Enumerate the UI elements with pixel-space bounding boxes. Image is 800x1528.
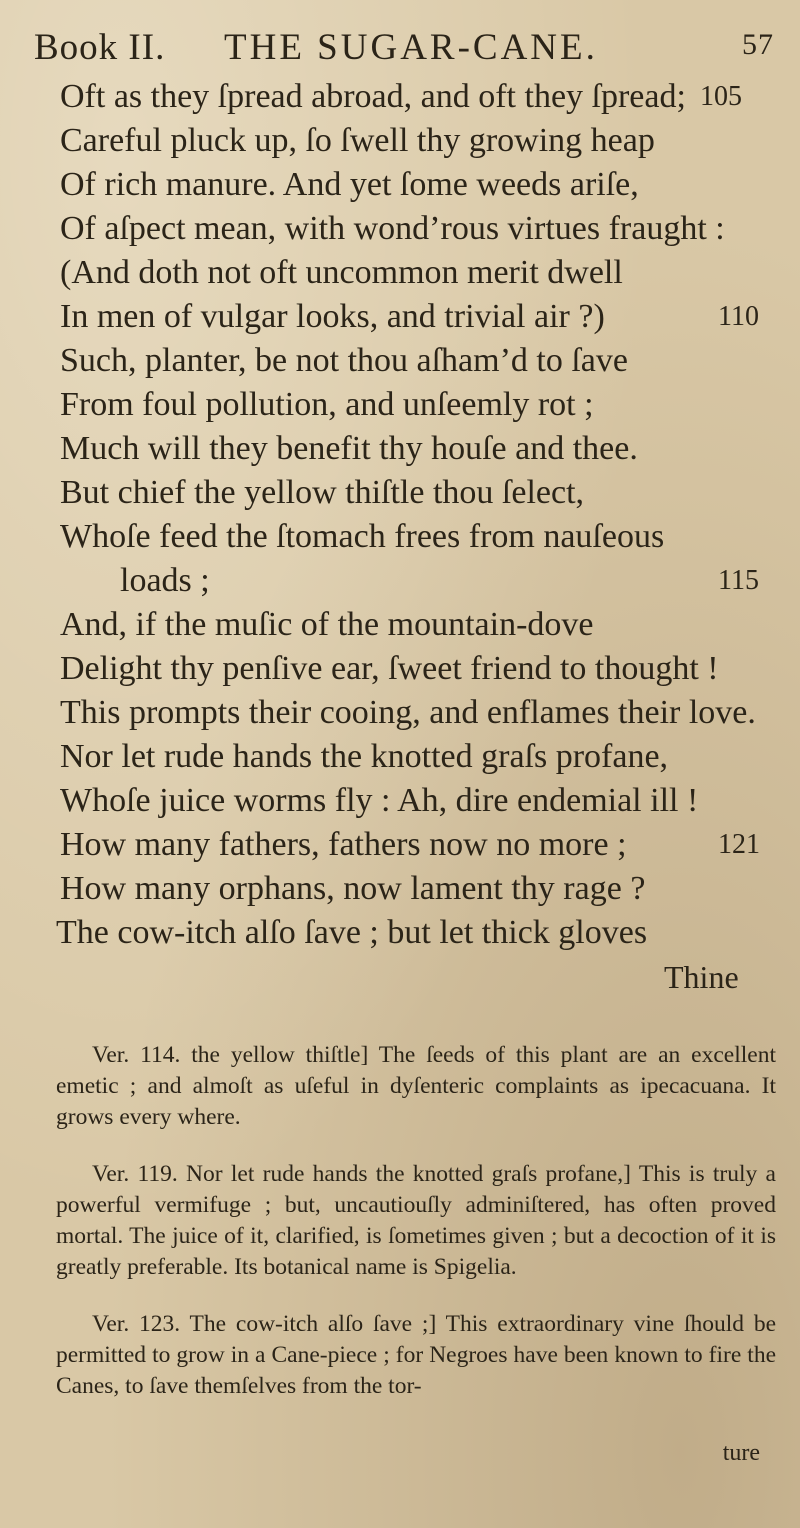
running-header: [34, 20, 774, 74]
poem-catchword: Thine: [664, 959, 739, 995]
poem-line: Nor let rude hands the knotted graſs profane,: [60, 738, 669, 775]
poem-line: The cow-itch alſo ſave ; but let thick gloves: [56, 914, 648, 951]
book-label: Book II.: [34, 27, 166, 68]
poem-line: How many orphans, now lament thy rage ?: [60, 870, 646, 907]
poem-line: Of rich manure. And yet ſome weeds ariſe,: [60, 166, 639, 203]
line-number: 105: [700, 81, 742, 112]
poem-line: Such, planter, be not thou aſham’d to ſave: [60, 342, 628, 379]
poem-line: But chief the yellow thiſtle thou ſelect,: [60, 474, 585, 511]
line-number: 121: [718, 829, 760, 860]
poem-line: Of aſpect mean, with wond’rous virtues fraught :: [60, 210, 725, 247]
poem-line: Whoſe juice worms fly : Ah, dire endemial ill !: [60, 782, 699, 819]
poem-line: How many fathers, fathers now no more ;: [60, 826, 627, 863]
footnote: Ver. 114. the yellow thiſtle] The ſeeds of this plant are an excellent emetic ; and almoſt as uſeful in dyſenteric complaints as ipecacuana. It grows every where.: [56, 1042, 776, 1130]
poem-line: Careful pluck up, ſo ſwell thy growing heap: [60, 122, 655, 159]
poem-line: And, if the muſic of the mountain-dove: [60, 606, 594, 643]
poem-line: (And doth not oft uncommon merit dwell: [60, 254, 623, 291]
footnote: Ver. 123. The cow-itch alſo ſave ;] This extraordinary vine ſhould be permitted to grow in a Cane-piece ; for Negroes have been known to fire the Canes, to ſave themſelves from the tor-: [56, 1311, 776, 1399]
poem-line: Whoſe feed the ſtomach frees from nauſeous: [60, 518, 665, 555]
poem-line: Delight thy penſive ear, ſweet friend to thought !: [60, 650, 719, 687]
poem-line: Oft as they ſpread abroad, and oft they ſpread;: [60, 78, 686, 115]
notes-catchword: ture: [722, 1440, 760, 1466]
footnote: Ver. 119. Nor let rude hands the knotted graſs profane,] This is truly a powerful vermifuge ; but, uncautiouſly adminiſtered, has often proved mortal. The juice of it, clarified, is ſometimes given ; but a decoction of it is greatly preferable. Its botanical name is Spigelia.: [56, 1161, 776, 1280]
line-number: 115: [718, 565, 759, 596]
poem-line: In men of vulgar looks, and trivial air ?): [60, 298, 605, 335]
poem-line: This prompts their cooing, and enflames their love.: [60, 694, 756, 731]
poem-line: loads ;: [120, 562, 210, 599]
poem-line: Much will they benefit thy houſe and thee.: [60, 430, 638, 467]
running-title: THE SUGAR-CANE.: [224, 27, 598, 68]
page-number: 57: [742, 28, 774, 61]
footnotes: [56, 1040, 776, 1428]
line-number: 110: [718, 301, 759, 332]
poem-line: From foul pollution, and unſeemly rot ;: [60, 386, 594, 423]
